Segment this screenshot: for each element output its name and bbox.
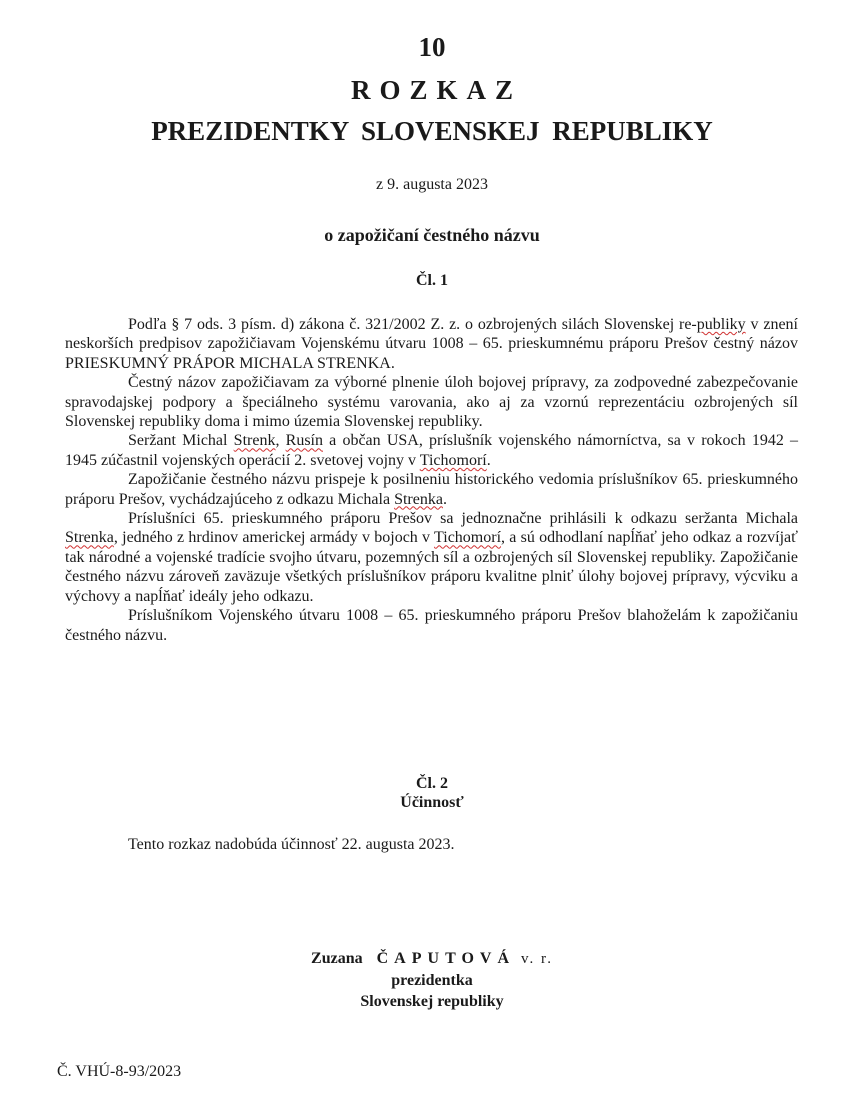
signatory-country: Slovenskej republiky (360, 993, 504, 1010)
paragraph: Príslušníci 65. prieskumného práporu Prešov sa jednoznačne prihlásili k odkazu seržanta Michala Strenka, jedného z hrdinov americkej armády v bojoch v Tichomorí, a sú odhodlaní napĺňať jeho odkaz a rozvíjať tak národné a vojenské tradície svojho útvaru, pozemných síl a ozbrojených síl Slovenskej republiky. Zapožičanie čestného názvu zároveň zaväzuje všetkých príslušníkov práporu kvalitne plniť úlohy bojovej prípravy, výcviku a výchovy a napĺňať ideály jeho odkazu. (65, 510, 798, 605)
spellcheck-marked-word: publiky (696, 316, 746, 333)
spellcheck-marked-word: Rusín (285, 432, 323, 450)
paragraph: Zapožičanie čestného názvu prispeje k posilneniu historického vedomia príslušníkov 65. prieskumného práporu Prešov, vychádzajúceho z odkazu Michala Strenka. (65, 471, 798, 508)
issuer-title: PREZIDENTKY SLOVENSKEJ REPUBLIKY (151, 116, 713, 146)
article-2-heading: Účinnosť (400, 794, 464, 811)
article-1-body (65, 315, 798, 645)
order-number: 10 (418, 32, 446, 62)
spellcheck-marked-word: Strenk (233, 432, 276, 450)
paragraph: Seržant Michal Strenk, Rusín a občan USA, príslušník vojenského námorníctva, sa v rokoch 1942 – 1945 zúčastnil vojenských operácií 2. svetovej vojny v Tichomorí. (65, 432, 799, 469)
article-1-title: Čl. 1 (416, 272, 448, 289)
signatory-surname: ČAPUTOVÁ (376, 950, 515, 967)
document-type: ROZKAZ (350, 75, 523, 105)
signed-mark: v. r. (521, 951, 553, 967)
paragraph: Príslušníkom Vojenského útvaru 1008 – 65. prieskumného práporu Prešov blahoželám k zapožičaniu čestného názvu. (65, 607, 798, 644)
spellcheck-marked-word: Tichomorí (419, 451, 487, 469)
effective-date-text: Tento rozkaz nadobúda účinnosť 22. augusta 2023. (128, 836, 455, 853)
spellcheck-marked-word: Strenka (65, 529, 114, 547)
signatory-role: prezidentka (391, 972, 473, 989)
paragraph: Podľa § 7 ods. 3 písm. d) zákona č. 321/2002 Z. z. o ozbrojených silách Slovenskej re-publiky v znení neskorších predpisov zapožičiavam Vojenskému útvaru 1008 – 65. prieskumnému práporu Prešov čestný názov PRIESKUMNÝ PRÁPOR MICHALA STRENKA. (65, 316, 798, 372)
signatory-first-name: Zuzana (311, 950, 363, 967)
spellcheck-marked-word: Strenka (394, 490, 443, 508)
subject-heading: o zapožičaní čestného názvu (324, 225, 540, 245)
article-2-title: Čl. 2 (416, 775, 448, 792)
paragraph: Čestný názov zapožičiavam za výborné plnenie úloh bojovej prípravy, za zodpovedné zabezpečovanie spravodajskej podpory a špeciálneho systému varovania, ako aj za vzornú reprezentáciu ozbrojených síl Slovenskej republiky doma i mimo územia Slovenskej republiky. (65, 374, 798, 431)
reference-number: Č. VHÚ-8-93/2023 (57, 1063, 182, 1080)
signature-name (0, 950, 864, 968)
issue-date: z 9. augusta 2023 (376, 176, 488, 193)
spellcheck-marked-word: Tichomorí (434, 529, 502, 547)
